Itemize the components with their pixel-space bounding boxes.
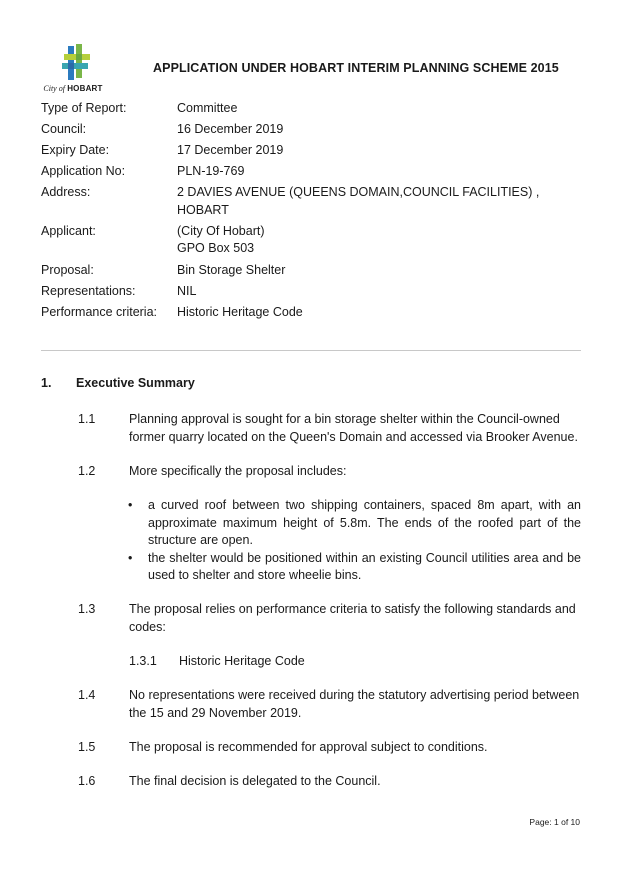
paragraph-text: The proposal is recommended for approval subject to conditions. (129, 740, 488, 754)
document-title: APPLICATION UNDER HOBART INTERIM PLANNING SCHEME 2015 (153, 61, 559, 75)
detail-label: Representations: (41, 283, 136, 298)
subparagraph-number: 1.3.1 (129, 654, 157, 668)
detail-value: 17 December 2019 (177, 143, 284, 158)
detail-label: Application No: (41, 164, 126, 179)
paragraph-1-4 (78, 687, 581, 722)
list-item (128, 497, 581, 550)
paragraph-text: More specifically the proposal includes: (129, 464, 347, 478)
detail-value (177, 223, 581, 258)
detail-row-applicant (41, 223, 581, 258)
detail-label: Type of Report: (41, 101, 127, 115)
detail-row-proposal (41, 262, 581, 280)
detail-row-application-no (41, 163, 581, 181)
detail-value: NIL (177, 283, 197, 298)
detail-row-representations (41, 283, 581, 301)
paragraph-1-6 (78, 773, 581, 791)
bullet-text: a curved roof between two shipping containers, spaced 8m apart, with an approximate maximum height of 5.8m. The ends of the roofed part of the structure are open. (148, 498, 581, 547)
paragraph-1-5 (78, 739, 581, 757)
applicant-line-2: GPO Box 503 (177, 241, 255, 256)
paragraph-text: Planning approval is sought for a bin storage shelter within the Council-owned former quarry located on the Queen's Domain and accessed via Brooker Avenue. (129, 412, 578, 444)
paragraph-1-1 (78, 411, 581, 446)
paragraph-text: No representations were received during the statutory advertising period between the 15 and 29 November 2019. (129, 688, 580, 720)
proposal-bullet-list (128, 497, 581, 585)
section-heading (41, 376, 195, 390)
list-item (128, 550, 581, 585)
subparagraph-text: Historic Heritage Code (179, 654, 305, 668)
paragraph-number: 1.3 (78, 602, 96, 616)
paragraph-number: 1.6 (78, 774, 96, 788)
page-number: Page: 1 of 10 (529, 817, 580, 827)
detail-row-expiry (41, 142, 581, 160)
detail-value: PLN-19-769 (177, 164, 245, 179)
applicant-line-1: (City Of Hobart) (177, 223, 265, 238)
detail-row-type (41, 100, 581, 118)
detail-value: Historic Heritage Code (177, 304, 303, 319)
logo-text (43, 84, 103, 93)
detail-label: Address: (41, 185, 91, 200)
detail-row-council (41, 121, 581, 139)
address-line-2: HOBART (177, 202, 229, 217)
address-line-1: 2 DAVIES AVENUE (QUEENS DOMAIN,COUNCIL FACILITIES) , (177, 185, 540, 200)
bullet-text: the shelter would be positioned within an existing Council utilities area and be used to shelter and store wheelie bins. (148, 550, 581, 582)
logo-text-city: City of (43, 84, 65, 93)
detail-label: Performance criteria: (41, 304, 158, 319)
detail-row-performance-criteria (41, 304, 581, 322)
city-of-hobart-logo (43, 42, 103, 100)
paragraph-text: The proposal relies on performance criteria to satisfy the following standards and codes: (129, 602, 576, 634)
detail-value: Committee (177, 101, 238, 115)
detail-value: Bin Storage Shelter (177, 262, 286, 277)
section-number: 1. (41, 376, 52, 390)
paragraph-number: 1.2 (78, 464, 96, 478)
paragraph-number: 1.4 (78, 688, 96, 702)
paragraph-text: The final decision is delegated to the Council. (129, 774, 381, 788)
detail-label: Proposal: (41, 262, 94, 277)
detail-label: Applicant: (41, 223, 96, 238)
detail-row-address (41, 184, 581, 219)
paragraph-1-2 (78, 463, 581, 481)
bullet-icon: • (128, 498, 133, 512)
detail-label: Expiry Date: (41, 143, 110, 158)
divider (41, 350, 581, 351)
subparagraph-1-3-1 (129, 654, 305, 668)
city-of-hobart-cross-icon (43, 42, 103, 84)
paragraph-number: 1.1 (78, 412, 96, 426)
paragraph-1-3 (78, 601, 581, 636)
section-title: Executive Summary (76, 376, 195, 390)
application-details (41, 100, 581, 325)
detail-label: Council: (41, 122, 87, 137)
paragraph-number: 1.5 (78, 740, 96, 754)
detail-value: 16 December 2019 (177, 122, 284, 137)
detail-value (177, 184, 581, 219)
logo-text-hobart: HOBART (67, 84, 103, 93)
bullet-icon: • (128, 550, 133, 565)
